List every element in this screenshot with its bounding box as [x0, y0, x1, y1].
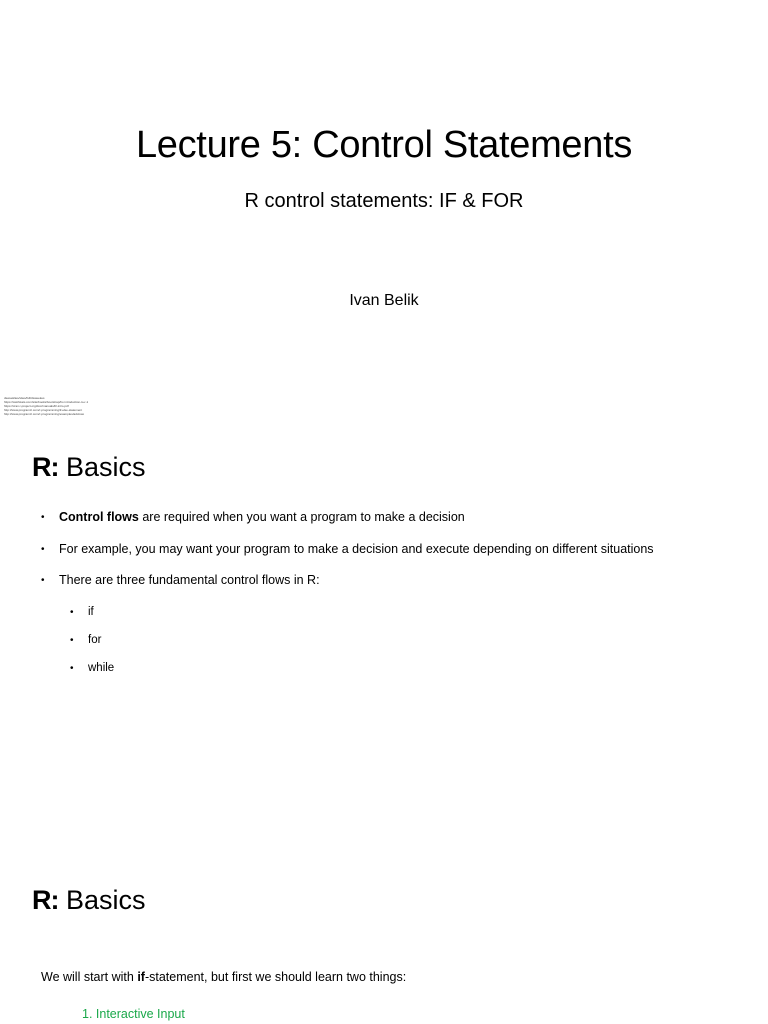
reference-item: http://www.programiz.com/r-programming/if-else-statement — [4, 408, 83, 412]
reference-item: dsweeklies/sites/full/dsweekes — [4, 396, 45, 400]
numbered-item-interactive-input: 1. Interactive Input — [82, 1007, 185, 1021]
list-item — [41, 510, 654, 542]
slide-title — [32, 452, 146, 483]
reference-list — [4, 396, 88, 416]
sub-bullet-text: if — [88, 605, 94, 618]
title-slide — [0, 0, 768, 430]
slide-title-prefix: R: — [32, 452, 59, 482]
slide-title-prefix: R: — [32, 885, 59, 915]
sub-list-item — [70, 661, 654, 689]
lecture-title: Lecture 5: Control Statements — [135, 124, 633, 166]
bullet-list — [41, 510, 654, 689]
bold-term: Control flows — [59, 510, 139, 524]
bullet-text: For example, you may want your program to make a decision and execute depending on different situations — [59, 541, 654, 556]
if-keyword: if — [137, 970, 145, 984]
basics-slide-if-intro — [0, 860, 768, 1024]
intro-text-start: We will start with — [41, 970, 138, 984]
list-item — [41, 573, 654, 605]
reference-item: https://swirlstats.com/site/books/bootstrap/bo introduction-to-r-1 — [4, 400, 89, 404]
author-name: Ivan Belik — [349, 292, 419, 309]
slide-title-text: Basics — [58, 885, 146, 915]
bullet-text: are required when you want a program to make a decision — [138, 510, 465, 524]
intro-text — [41, 970, 406, 984]
basics-slide-control-flows — [0, 430, 768, 860]
reference-item: https://cran.r-project.org/doc/manuals/R-intro.pdf — [4, 404, 69, 408]
sub-list-item — [70, 633, 654, 661]
sub-list-item — [70, 605, 654, 633]
sub-bullet-text: for — [88, 633, 102, 646]
lecture-subtitle: R control statements: IF & FOR — [244, 190, 524, 212]
bullet-text: There are three fundamental control flows in R: — [59, 573, 320, 587]
slide-title-text: Basics — [58, 452, 146, 482]
sub-bullet-text: while — [88, 661, 115, 674]
intro-text-end: -statement, but first we should learn two things: — [144, 970, 407, 984]
list-item — [41, 542, 654, 574]
slide-title — [32, 885, 146, 916]
reference-item: http://www.programiz.com/r-programming/examples/add-two — [4, 412, 85, 416]
